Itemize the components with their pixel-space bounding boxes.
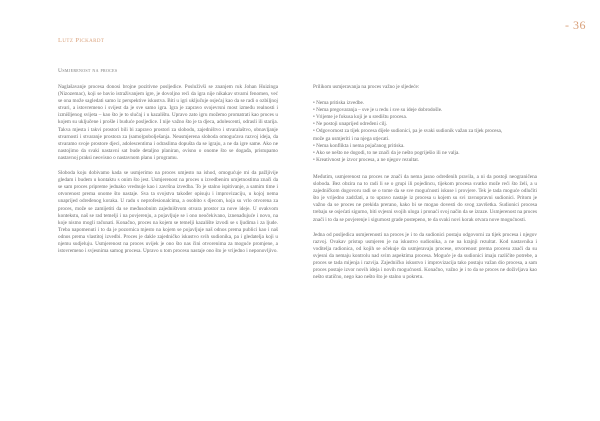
page-number: - 36 bbox=[565, 18, 586, 32]
right-column bbox=[313, 68, 537, 289]
list-item: • Ako se nešto ne dogodi, to ne znači da je nešto pogriješio ili ne valja. bbox=[313, 149, 460, 156]
list-item: • Nema pritiska izvedbe. bbox=[313, 100, 365, 107]
list-item: • Kreativnost je izvor procesa, a ne njegov rezultat. bbox=[313, 156, 420, 163]
list-item: • Odgovornost za tijek procesa dijele sudionici, pa je svaki sudionik važan za tijek procesa, bbox=[313, 128, 503, 135]
list-item: • Ne postoji unaprijed određeni cilj. bbox=[313, 121, 388, 128]
paragraph: Međutim, usmjerenost na proces ne znači da nema jasno određenih pravila, a ni da postoji neograničena sloboda. Bez obzira na to radi li se o grupi ili pojedincu, tijekom procesa svatko može reći što želi, a u zajedničkom dogovoru radi se o tome da se sve mogućnosti iskuse i provjere. Tek je tada moguće odlučiti što je vrijedno zadržati, a to upravo nastaje iz procesa u kojem su svi ravnopravni sudionici. Pritom je važno da se proces ne prekida prerano, kako bi se mogao dovesti do svog završetka. Sudionici procesa trebaju se osjećati sigurno, biti svjesni svojih uloga i pronaći svoj način da se izraze. Usmjerenost na proces znači i to da se povjerenje i sigurnost grade postepeno, te da svaki novi korak otvara nove mogućnosti. bbox=[313, 173, 537, 223]
list-item: može ga usmjeriti i na njega utjecati. bbox=[313, 135, 390, 142]
bullet-list bbox=[313, 100, 537, 164]
author-name: Lutz Pickardt bbox=[58, 37, 105, 44]
list-intro: Prilikom usmjeravanja na proces važno je sljedeće: bbox=[313, 84, 420, 90]
paragraph: Naglašavanje procesa donosi brojne pozitivne posljedice. Posluživši se znanjem ruk Johan Huizinga (Nizozemac), koji se bavio istraživanjem igre, je dovoljno reći da igra nije nikakav stvarni fenomen, već se ona može sagledati samo iz perspektive iskustva. Biti u igri uključuje osjećaj kao da se radi o ozbiljnoj stvari, a istovremeno i svijest da je sve samo igra. Igra je zapravo svojevrsni most između realnosti i izmišljenog svijeta – kao što je to slučaj i u kazalištu. Upravo zato igru možemo promatrati kao proces u kojem su uključene i prošle i buduće posljedice. I nije važno što je ta djeca, adolescenti, odrasli ili starija. Takva mjesta i takvi prostori bili bi zapravo prostori za slobodu, zajedništvo i stvaralaštvo, obnavljanje stvarnosti i stvaranje prostora za (samo)pobolješanja. Neusmjerena sloboda omogućava razvoj ideja, da stvaramo svoje prostore djeci, adolescentima i odraslima dopušta da se igraju, a ne da igre same. Ako ne nastojimo da svaki nastavni sat bude detaljno planiran, ovisno o onome što se događa, pristupamo nastavnoj praksi neovisno o nastavnom planu i programu. bbox=[58, 84, 278, 161]
left-column bbox=[58, 68, 278, 263]
section-heading: Usmjerenost na proces bbox=[58, 68, 118, 74]
paragraph: Jedna od posljedica usmjerenosti na proces je i to da sudionici postaju odgovorni za tijek procesa i njegov razvoj. Ovakav pristup usmjeren je na iskustvo sudionika, a ne na krajnji rezultat. Kod nastavnika i voditelja radionica, od kojih se očekuje da usmjeravaju procese, otvorenost prema procesu znači da su svjesni da nemaju kontrolu nad svim aspektima procesa. Moguće je da sudionici imaju različite potrebe, a proces se tada mijenja i razvija. Zajedničko iskustvo i improvizacija tako postaju važan dio procesa, a sam proces postaje izvor novih ideja i novih mogućnosti. Konačno, važno je i to da se proces ne doživljava kao nešto statično, nego kao nešto što je stalno u pokretu. bbox=[313, 231, 537, 281]
section-heading-spacer bbox=[313, 68, 537, 75]
list-item: • Nema konflikta i nema pojačanog pritiska. bbox=[313, 142, 405, 149]
paragraph: Sloboda koju dobivamo kada se usmjerimo na proces umjesto na ishod, omogućuje mi da pažljivije gledam i budem u kontaktu s onim što jest. Usmjerenost na proces u izvedbenim umjetnostima znači da se sam proces pripreme jednako vrednuje kao i završna izvedba. To je stalno ispitivanje, a samim time i otvorenost prema onome što nastaje. Sva ta svojstva također opisuju i improvizaciju, u kojoj nema unaprijed određenog koraka. U radu s neprofesionalcima, a osobito s djecom, koja su vrlo otvorena za proces, može se zamijetiti da se međusobnim zajedništvom otvara prostor za nove ideje. U ovakvom kontekstu, naš se rad temelji i na povjerenju, a pojavljuje se i ono neočekivano, iznenađujuće i novo, na koje nismo mogli računati. Konačno, proces na kojem se temelji kazalište izvodi se s ljudima i za ljude. Treba napomenuti i to da je pozornica mjesto na kojem se pojavljuje naš odnos prema publici kao i naš odnos prema vlastitoj izvedbi. Proces je dakle zajedničko iskustvo svih sudionika, pa i gledatelja koji u njemu sudjeluju. Usmjerenost na proces uvijek je ono što nas čini otvorenima za moguće promjene, a istovremeno i svjesnima samog procesa. Upravo u tom procesu nastaje ono što je vrijedno i neponovljivo. bbox=[58, 170, 278, 255]
list-item: • Nema pregovaranja – sve je u redu i sve su ideje dobrodošle. bbox=[313, 107, 443, 114]
list-item: • Vrijeme je fokusa koji je u središtu procesa. bbox=[313, 114, 408, 121]
